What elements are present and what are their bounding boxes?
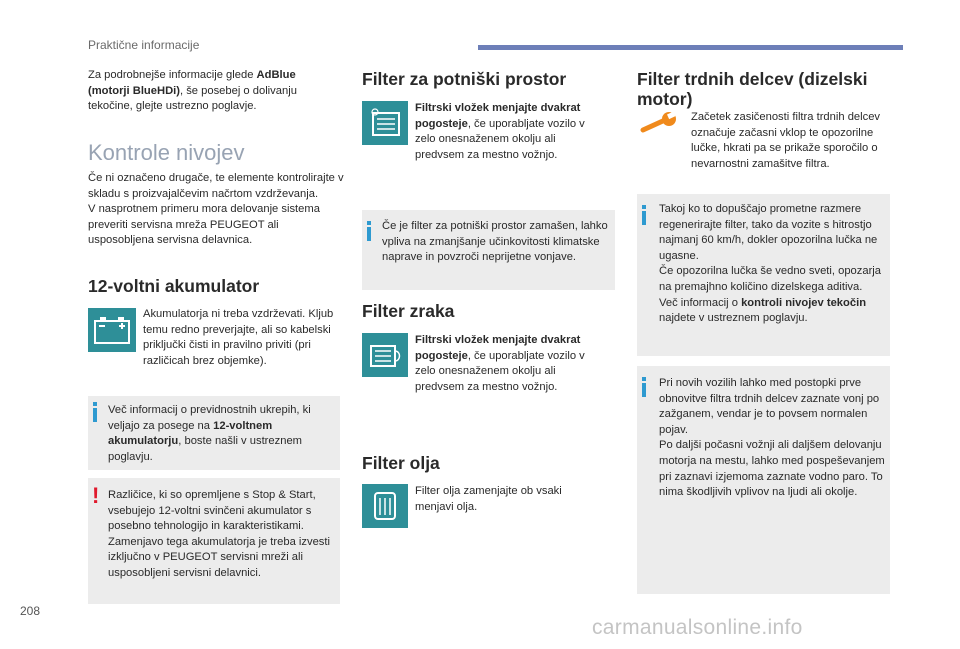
particle-note-1-text: Takoj ko to dopuščajo prometne razmere regenerirajte filter, tako da vozite s hitrostjo najmanj 60 km/h, dokler opozorilna lučka ne ugasne. Če opozorilna lučka še vedno sveti, opozarja na premajhno količino dizelskega aditiva. Več informacij o kontroli nivojev tekočin najdete v ustreznem poglavju. [659, 203, 882, 325]
stop-start-warning-note [88, 478, 340, 604]
oil-filter-title: Filter olja [362, 453, 440, 473]
adblue-intro: Za podrobnejše informacije glede AdBlue (motorji BlueHDi), še posebej o dolivanju tekočine, glejte ustrezno poglavje. [88, 69, 297, 113]
air-filter-icon [362, 333, 408, 377]
kontrole-title: Kontrole nivojev [88, 140, 245, 165]
air-filter-title: Filter zraka [362, 301, 455, 321]
cabin-filter-title: Filter za potniški prostor [362, 69, 567, 89]
section-header: Praktične informacije [88, 38, 200, 52]
battery-icon [88, 308, 136, 352]
warning-text: Različice, ki so opremljene s Stop & Start, vsebujejo 12-voltni svinčeni akumulator s posebno tehnologijo in karakteristikami. Zamenjavo tega akumulatorja je treba izvesti izključno v PEUGEOT servisni mreži ali usposobljeni servisni delavnici. [108, 489, 330, 579]
wrench-icon [637, 110, 683, 140]
info-icon [642, 211, 646, 225]
cabin-filter-icon [362, 101, 408, 145]
battery-info-note [88, 396, 340, 470]
warning-icon: ! [92, 483, 100, 508]
info-icon [93, 408, 97, 422]
watermark: carmanualsonline.info [592, 616, 803, 639]
cabin-note-text: Če je filter za potniški prostor zamašen, lahko vpliva na zmanjšanje učinkovitosti klimatske naprave in povzroči neprijetne vonjave. [382, 220, 608, 264]
particle-filter-title: Filter trdnih delcev (dizelski motor) [637, 69, 868, 109]
info-icon [642, 383, 646, 397]
info-icon [367, 227, 371, 241]
cabin-filter-text: Filtrski vložek menjajte dvakrat pogosteje, če uporabljate vozilo v zelo onesnaženem okolju ali predvsem za mestno vožnjo. [415, 102, 585, 161]
particle-filter-note-1 [637, 194, 890, 356]
particle-filter-text: Začetek zasičenosti filtra trdnih delcev označuje začasni vklop te opozorilne lučke, hkrati pa se prikaže sporočilo o nevarnostni zamašitve filtra. [691, 111, 881, 170]
particle-note-2-text: Pri novih vozilih lahko med postopki prve obnovitve filtra trdnih delcev zaznate vonj po zažganem, vendar je to povsem normalen pojav. Po daljši počasni vožnji ali daljšem delovanju motorja na mestu, lahko med pospeševanjem pri zaznavi izjemoma zaznate vodno paro. To nima škodljivih vplivov na ljudi ali okolje. [659, 377, 885, 499]
particle-filter-note-2 [637, 366, 890, 594]
battery-text: Akumulatorja ni treba vzdrževati. Kljub temu redno preverjajte, ali so kabelski priključki čisti in pravilno priviti (pri različicah brez objemke). [143, 308, 334, 367]
air-filter-text: Filtrski vložek menjajte dvakrat pogosteje, če uporabljate vozilo v zelo onesnaženem okolju ali predvsem za mestno vožnjo. [415, 334, 585, 393]
oil-filter-text: Filter olja zamenjajte ob vsaki menjavi olja. [415, 485, 562, 513]
page-number: 208 [20, 604, 41, 618]
battery-title: 12-voltni akumulator [88, 276, 260, 296]
kontrole-text: Če ni označeno drugače, te elemente kontrolirajte v skladu s proizvajalčevim načrtom vzdrževanja. V nasprotnem primeru mora delovanje sistema preveriti servisna mreža PEUGEOT ali usposobljena servisna delavnica. [88, 172, 344, 247]
cabin-filter-note [362, 210, 615, 290]
oil-filter-icon [362, 484, 408, 528]
header-rule [478, 45, 903, 50]
battery-info-text: Več informacij o previdnostnih ukrepih, ki veljajo za posege na 12-voltnem akumulatorju, boste našli v ustreznem poglavju. [108, 404, 311, 463]
